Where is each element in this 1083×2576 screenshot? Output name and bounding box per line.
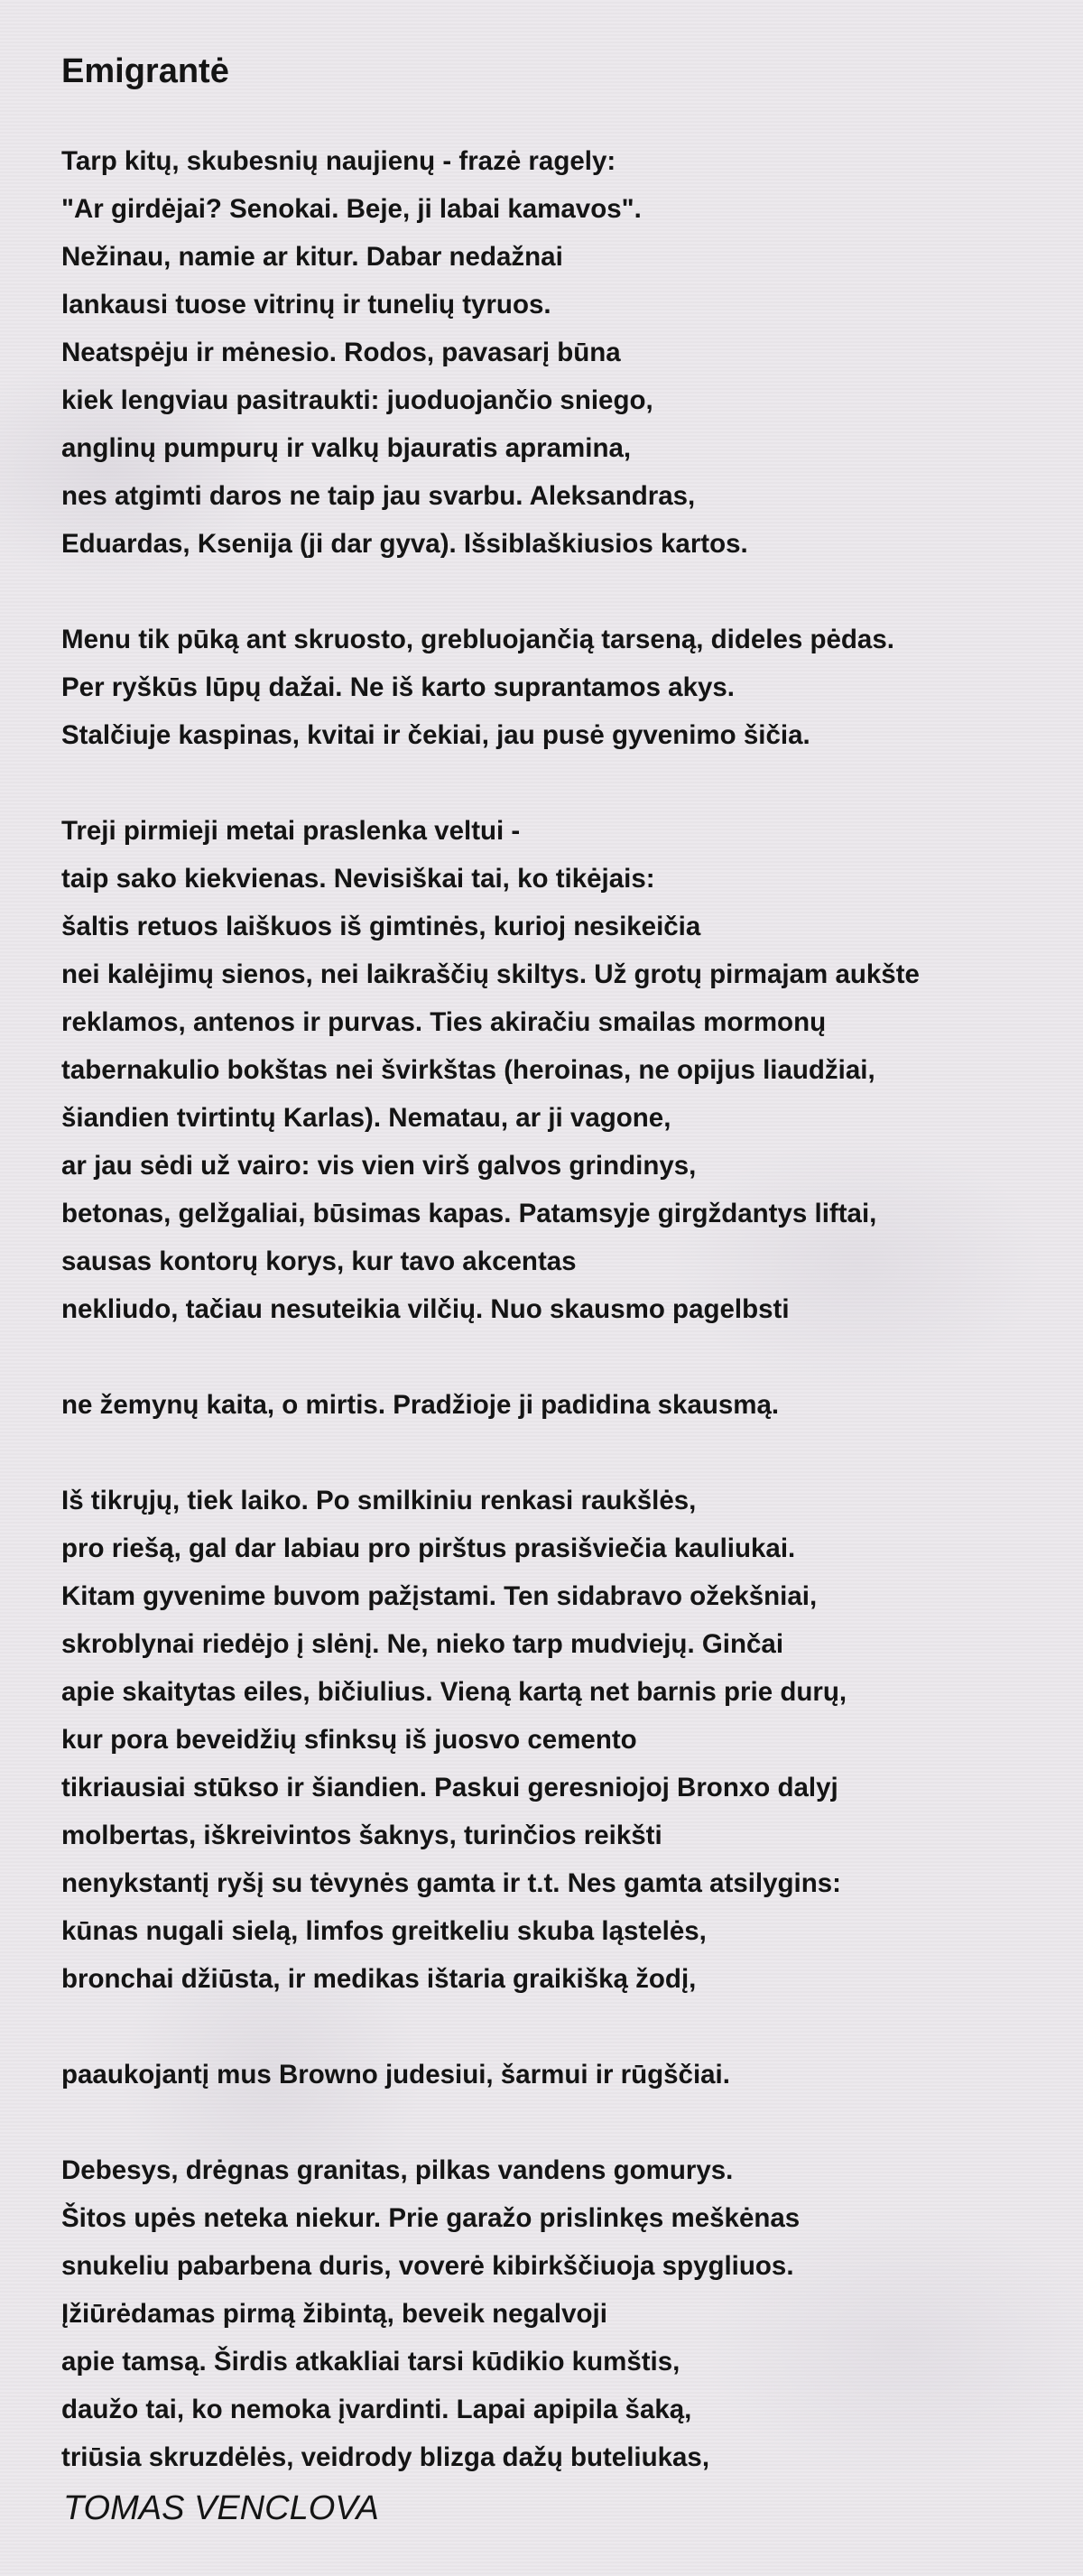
poem-line: Debesys, drėgnas granitas, pilkas vandens gomurys. bbox=[61, 2155, 734, 2185]
poem-line: tikriausiai stūkso ir šiandien. Paskui geresniojoj Bronxo dalyj bbox=[61, 1773, 838, 1802]
poem-line: skroblynai riedėjo į slėnį. Ne, nieko tarp mudviejų. Ginčai bbox=[61, 1629, 784, 1659]
poem-line: "Ar girdėjai? Senokai. Beje, ji labai kamavos". bbox=[61, 194, 642, 224]
poem-line: triūsia skruzdėlės, veidrody blizga dažų buteliukas, bbox=[61, 2442, 710, 2472]
poem-line: kūnas nugali sielą, limfos greitkeliu skuba ląstelės, bbox=[61, 1916, 707, 1946]
poem-line: šiandien tvirtintų Karlas). Nematau, ar ji vagone, bbox=[61, 1103, 671, 1133]
stanza bbox=[61, 807, 1036, 1333]
poem-line: betonas, gelžgaliai, būsimas kapas. Patamsyje girgždantys liftai, bbox=[61, 1199, 877, 1228]
poem-line: Iš tikrųjų, tiek laiko. Po smilkiniu renkasi raukšlės, bbox=[61, 1486, 697, 1515]
poem-line: lankausi tuose vitrinų ir tunelių tyruos. bbox=[61, 290, 551, 320]
poem-line: Eduardas, Ksenija (ji dar gyva). Išsiblaškiusios kartos. bbox=[61, 529, 748, 559]
poem-line: ne žemynų kaita, o mirtis. Pradžioje ji padidina skausmą. bbox=[61, 1390, 780, 1420]
poem-line: daužo tai, ko nemoka įvardinti. Lapai apipila šaką, bbox=[61, 2395, 692, 2424]
poem-line: nes atgimti daros ne taip jau svarbu. Aleksandras, bbox=[61, 481, 696, 511]
poem-line: sausas kontorų korys, kur tavo akcentas bbox=[61, 1246, 577, 1276]
poem-line: ar jau sėdi už vairo: vis vien virš galvos grindinys, bbox=[61, 1151, 697, 1181]
poem-line: reklamos, antenos ir purvas. Ties akiračiu smailas mormonų bbox=[61, 1007, 827, 1037]
stanza bbox=[61, 2146, 1036, 2481]
poem-line: paaukojantį mus Browno judesiui, šarmui ir rūgščiai. bbox=[61, 2060, 730, 2090]
poem-line: Stalčiuje kaspinas, kvitai ir čekiai, jau pusė gyvenimo šičia. bbox=[61, 720, 810, 750]
poem-line: apie tamsą. Širdis atkakliai tarsi kūdikio kumštis, bbox=[61, 2347, 680, 2377]
stanza bbox=[61, 1381, 1036, 1429]
poem-line: nekliudo, tačiau nesuteikia vilčių. Nuo skausmo pagelbsti bbox=[61, 1294, 790, 1324]
poem-line: Neatspėju ir mėnesio. Rodos, pavasarį būna bbox=[61, 338, 621, 367]
poem-line: pro riešą, gal dar labiau pro pirštus prasišviečia kauliukai. bbox=[61, 1534, 796, 1563]
poem-line: nei kalėjimų sienos, nei laikraščių skiltys. Už grotų pirmajam aukšte bbox=[61, 959, 920, 989]
stanza bbox=[61, 616, 1036, 759]
poem-line: šaltis retuos laiškuos iš gimtinės, kurioj nesikeičia bbox=[61, 912, 701, 941]
poem-line: tabernakulio bokštas nei švirkštas (heroinas, ne opijus liaudžiai, bbox=[61, 1055, 875, 1085]
poem-title: Emigrantė bbox=[61, 52, 229, 90]
stanza bbox=[61, 137, 1036, 568]
poem-line: bronchai džiūsta, ir medikas ištaria graikišką žodį, bbox=[61, 1964, 697, 1994]
poem-line: taip sako kiekvienas. Nevisiškai tai, ko tikėjais: bbox=[61, 864, 655, 894]
stanza bbox=[61, 2051, 1036, 2099]
poem-line: molbertas, iškreivintos šaknys, turinčios reikšti bbox=[61, 1821, 662, 1850]
poem-author: TOMAS VENCLOVA bbox=[63, 2489, 379, 2527]
poem-line: nenykstantį ryšį su tėvynės gamta ir t.t. Nes gamta atsilygins: bbox=[61, 1868, 841, 1898]
poem-line: Menu tik pūką ant skruosto, grebluojančią tarseną, dideles pėdas. bbox=[61, 625, 894, 654]
poem-line: anglinų pumpurų ir valkų bjauratis apramina, bbox=[61, 433, 632, 463]
poem-line: Per ryškūs lūpų dažai. Ne iš karto suprantamos akys. bbox=[61, 672, 735, 702]
poem-line: Treji pirmieji metai praslenka veltui - bbox=[61, 816, 521, 846]
poem-line: Įžiūrėdamas pirmą žibintą, beveik negalvoji bbox=[61, 2299, 607, 2329]
poem-line: Nežinau, namie ar kitur. Dabar nedažnai bbox=[61, 242, 563, 272]
poem-line: Tarp kitų, skubesnių naujienų - frazė ragely: bbox=[61, 146, 616, 176]
poem bbox=[61, 47, 1036, 2529]
poem-line: kur pora beveidžių sfinksų iš juosvo cemento bbox=[61, 1725, 637, 1755]
poem-line: kiek lengviau pasitraukti: juoduojančio sniego, bbox=[61, 385, 653, 415]
stanza bbox=[61, 1477, 1036, 2003]
poem-body bbox=[61, 137, 1036, 2481]
poem-line: Šitos upės neteka niekur. Prie garažo prislinkęs meškėnas bbox=[61, 2203, 801, 2233]
poem-line: Kitam gyvenime buvom pažįstami. Ten sidabravo ožekšniai, bbox=[61, 1581, 818, 1611]
poem-line: apie skaitytas eiles, bičiulius. Vieną kartą net barnis prie durų, bbox=[61, 1677, 847, 1707]
poem-line: snukeliu pabarbena duris, voverė kibirkščiuoja spygliuos. bbox=[61, 2251, 794, 2281]
